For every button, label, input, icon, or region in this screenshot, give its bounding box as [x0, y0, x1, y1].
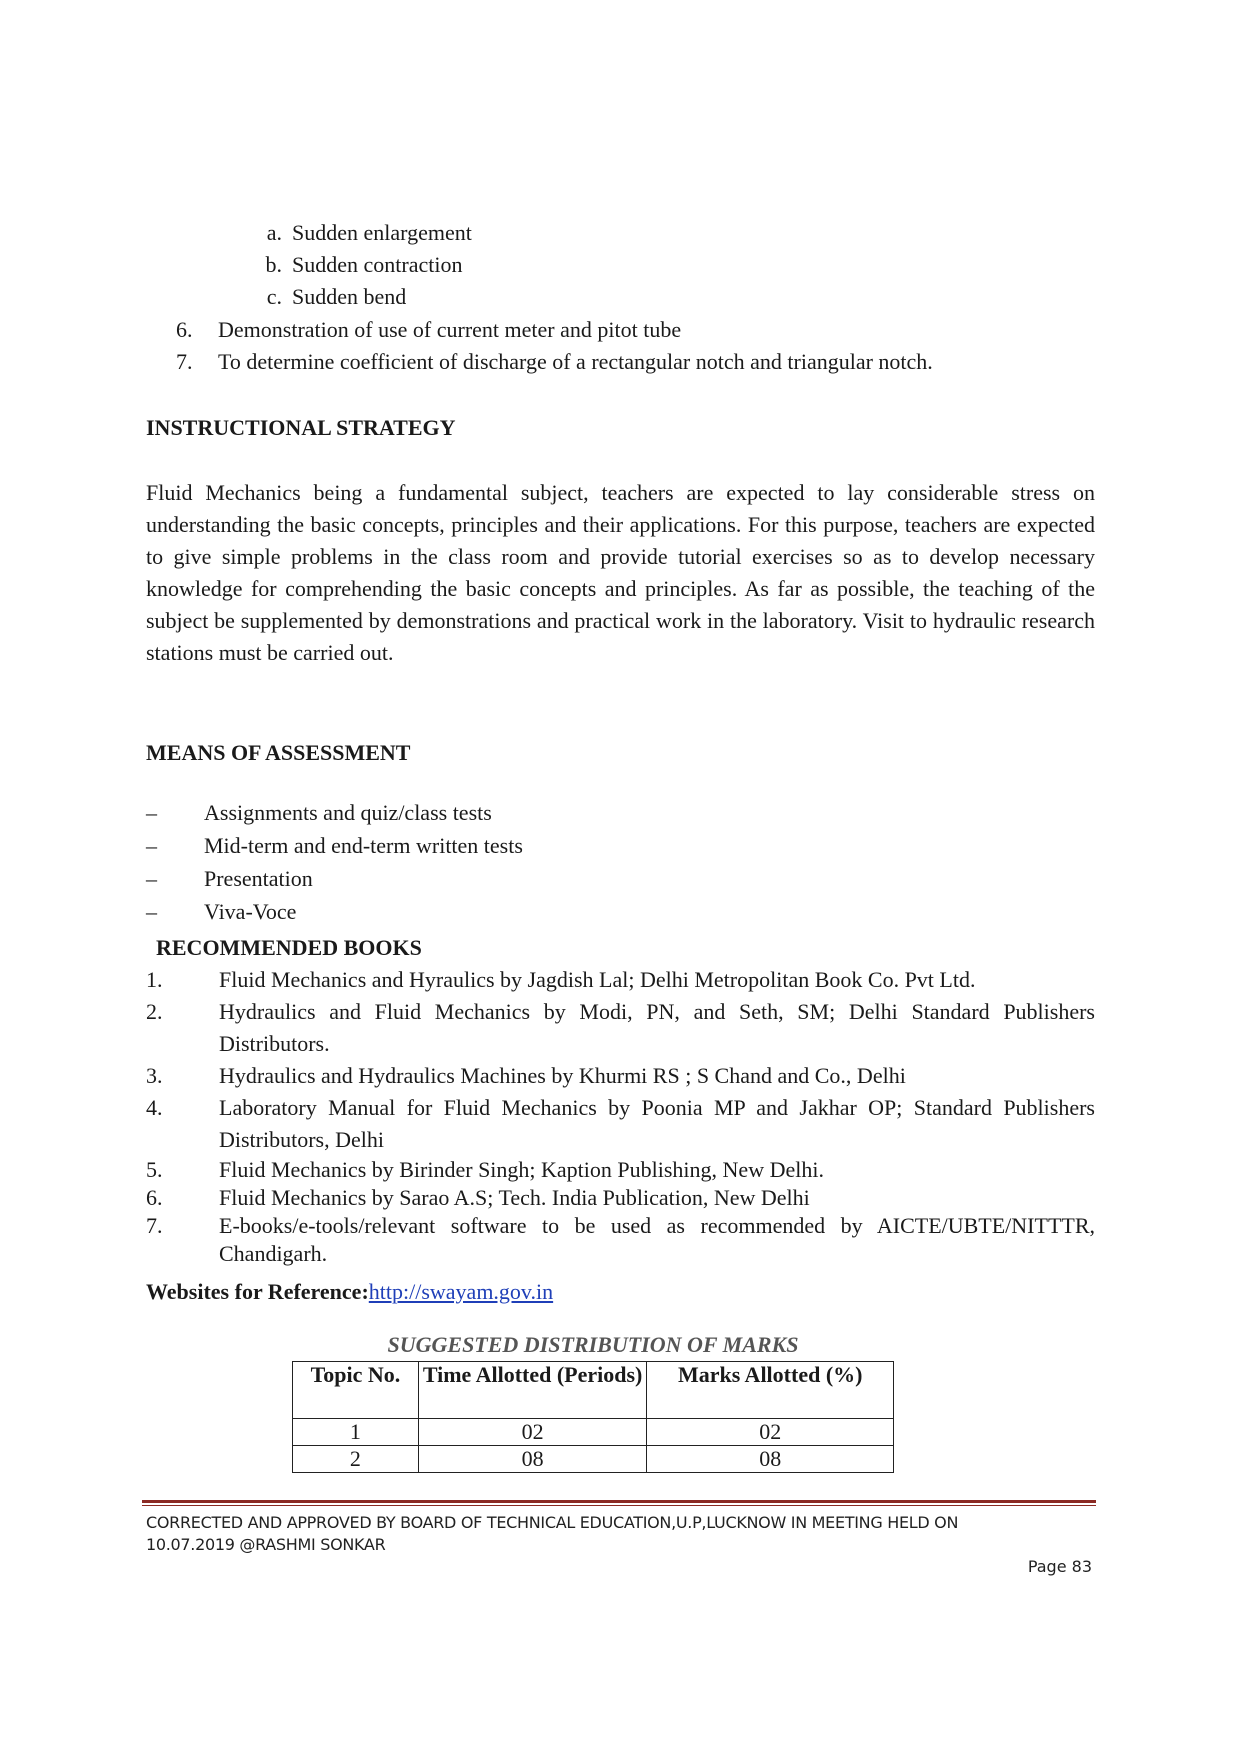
list-text: Hydraulics and Hydraulics Machines by Khurmi RS ; S Chand and Co., Delhi	[219, 1063, 906, 1088]
column-header: Marks Allotted (%)	[647, 1362, 894, 1419]
assessment-heading: MEANS OF ASSESSMENT	[146, 740, 411, 765]
sub-list	[252, 218, 472, 314]
column-header: Topic No.	[293, 1362, 419, 1419]
list-text: Fluid Mechanics by Birinder Singh; Kaption Publishing, New Delhi.	[219, 1157, 824, 1182]
websites-label: Websites for Reference:	[146, 1279, 369, 1304]
list-text: Viva-Voce	[204, 899, 297, 924]
table-row	[293, 1446, 894, 1473]
list-text: To determine coefficient of discharge of a rectangular notch and triangular notch.	[218, 349, 933, 374]
table-cell: 2	[293, 1446, 419, 1473]
assessment-list	[146, 798, 523, 930]
table-cell: 02	[647, 1419, 894, 1446]
books-list	[146, 964, 1095, 1268]
list-item	[146, 864, 523, 897]
marks-table-caption: SUGGESTED DISTRIBUTION OF MARKS	[387, 1332, 799, 1357]
footer-rule	[142, 1500, 1096, 1503]
list-marker: 5.	[146, 1157, 163, 1182]
column-header: Time Allotted (Periods)	[418, 1362, 647, 1419]
list-marker: c.	[266, 284, 282, 309]
list-marker: 7.	[176, 349, 193, 374]
list-text: E-books/e-tools/relevant software to be used as recommended by AICTE/UBTE/NITTTR, Chandigarh.	[219, 1213, 1095, 1266]
instructional-strategy-paragraph: Fluid Mechanics being a fundamental subject, teachers are expected to lay considerable stress on understanding the basic concepts, principles and their applications. For this purpose, teachers are expected to give simple problems in the class room and provide tutorial exercises so as to develop necessary knowledge for comprehending the basic concepts and principles. As far as possible, the teaching of the subject be supplemented by demonstrations and practical work in the laboratory. Visit to hydraulic research stations must be carried out.	[146, 480, 1095, 665]
numbered-list	[176, 315, 933, 379]
list-marker: 3.	[146, 1063, 163, 1088]
table-row	[293, 1419, 894, 1446]
list-text: Sudden enlargement	[292, 220, 472, 245]
list-item	[146, 831, 523, 864]
list-item	[146, 1156, 1095, 1184]
footer-line: 10.07.2019 @RASHMI SONKAR	[146, 1535, 386, 1554]
list-text: Sudden contraction	[292, 252, 463, 277]
table-header-row	[293, 1362, 894, 1419]
list-marker: 6.	[176, 317, 193, 342]
list-text: Presentation	[204, 866, 313, 891]
list-marker: 1.	[146, 967, 163, 992]
list-item	[146, 798, 523, 831]
table-cell: 08	[647, 1446, 894, 1473]
list-text: Mid-term and end-term written tests	[204, 833, 523, 858]
recommended-books-heading: RECOMMENDED BOOKS	[156, 935, 422, 960]
dash-marker: –	[146, 899, 157, 924]
footer-text	[146, 1512, 958, 1556]
sub-list-item	[252, 218, 472, 250]
list-marker: b.	[265, 252, 282, 277]
list-item	[146, 1184, 1095, 1212]
list-item	[146, 897, 523, 930]
swayam-link[interactable]: http://swayam.gov.in	[368, 1279, 554, 1304]
table-cell: 02	[418, 1419, 647, 1446]
list-text: Fluid Mechanics and Hyraulics by Jagdish Lal; Delhi Metropolitan Book Co. Pvt Ltd.	[219, 967, 976, 992]
list-marker: 2.	[146, 999, 163, 1024]
list-marker: 7.	[146, 1213, 163, 1238]
dash-marker: –	[146, 833, 157, 858]
list-item	[146, 1092, 1095, 1156]
list-marker: 4.	[146, 1095, 163, 1120]
list-marker: a.	[266, 220, 282, 245]
footer-line: CORRECTED AND APPROVED BY BOARD OF TECHNICAL EDUCATION,U.P,LUCKNOW IN MEETING HELD ON	[146, 1513, 959, 1532]
list-text: Assignments and quiz/class tests	[204, 800, 492, 825]
list-text: Hydraulics and Fluid Mechanics by Modi, PN, and Seth, SM; Delhi Standard Publishers Distributors.	[219, 999, 1095, 1056]
list-item	[176, 347, 933, 379]
table-cell: 1	[293, 1419, 419, 1446]
instructional-strategy-heading: INSTRUCTIONAL STRATEGY	[146, 415, 456, 440]
websites-reference	[146, 1277, 553, 1307]
list-item	[176, 315, 933, 347]
list-text: Sudden bend	[292, 284, 407, 309]
list-item	[146, 1060, 1095, 1092]
list-item	[146, 996, 1095, 1060]
marks-table	[292, 1361, 894, 1473]
list-text: Fluid Mechanics by Sarao A.S; Tech. India Publication, New Delhi	[219, 1185, 810, 1210]
list-item	[146, 1212, 1095, 1268]
dash-marker: –	[146, 866, 157, 891]
footer-rule-thin	[142, 1505, 1096, 1506]
table-cell: 08	[418, 1446, 647, 1473]
list-text: Laboratory Manual for Fluid Mechanics by Poonia MP and Jakhar OP; Standard Publishers Distributors, Delhi	[219, 1095, 1095, 1152]
page-number: Page 83	[1027, 1557, 1092, 1576]
sub-list-item	[252, 282, 472, 314]
sub-list-item	[252, 250, 472, 282]
list-text: Demonstration of use of current meter and pitot tube	[218, 317, 682, 342]
dash-marker: –	[146, 800, 157, 825]
list-item	[146, 964, 1095, 996]
list-marker: 6.	[146, 1185, 163, 1210]
